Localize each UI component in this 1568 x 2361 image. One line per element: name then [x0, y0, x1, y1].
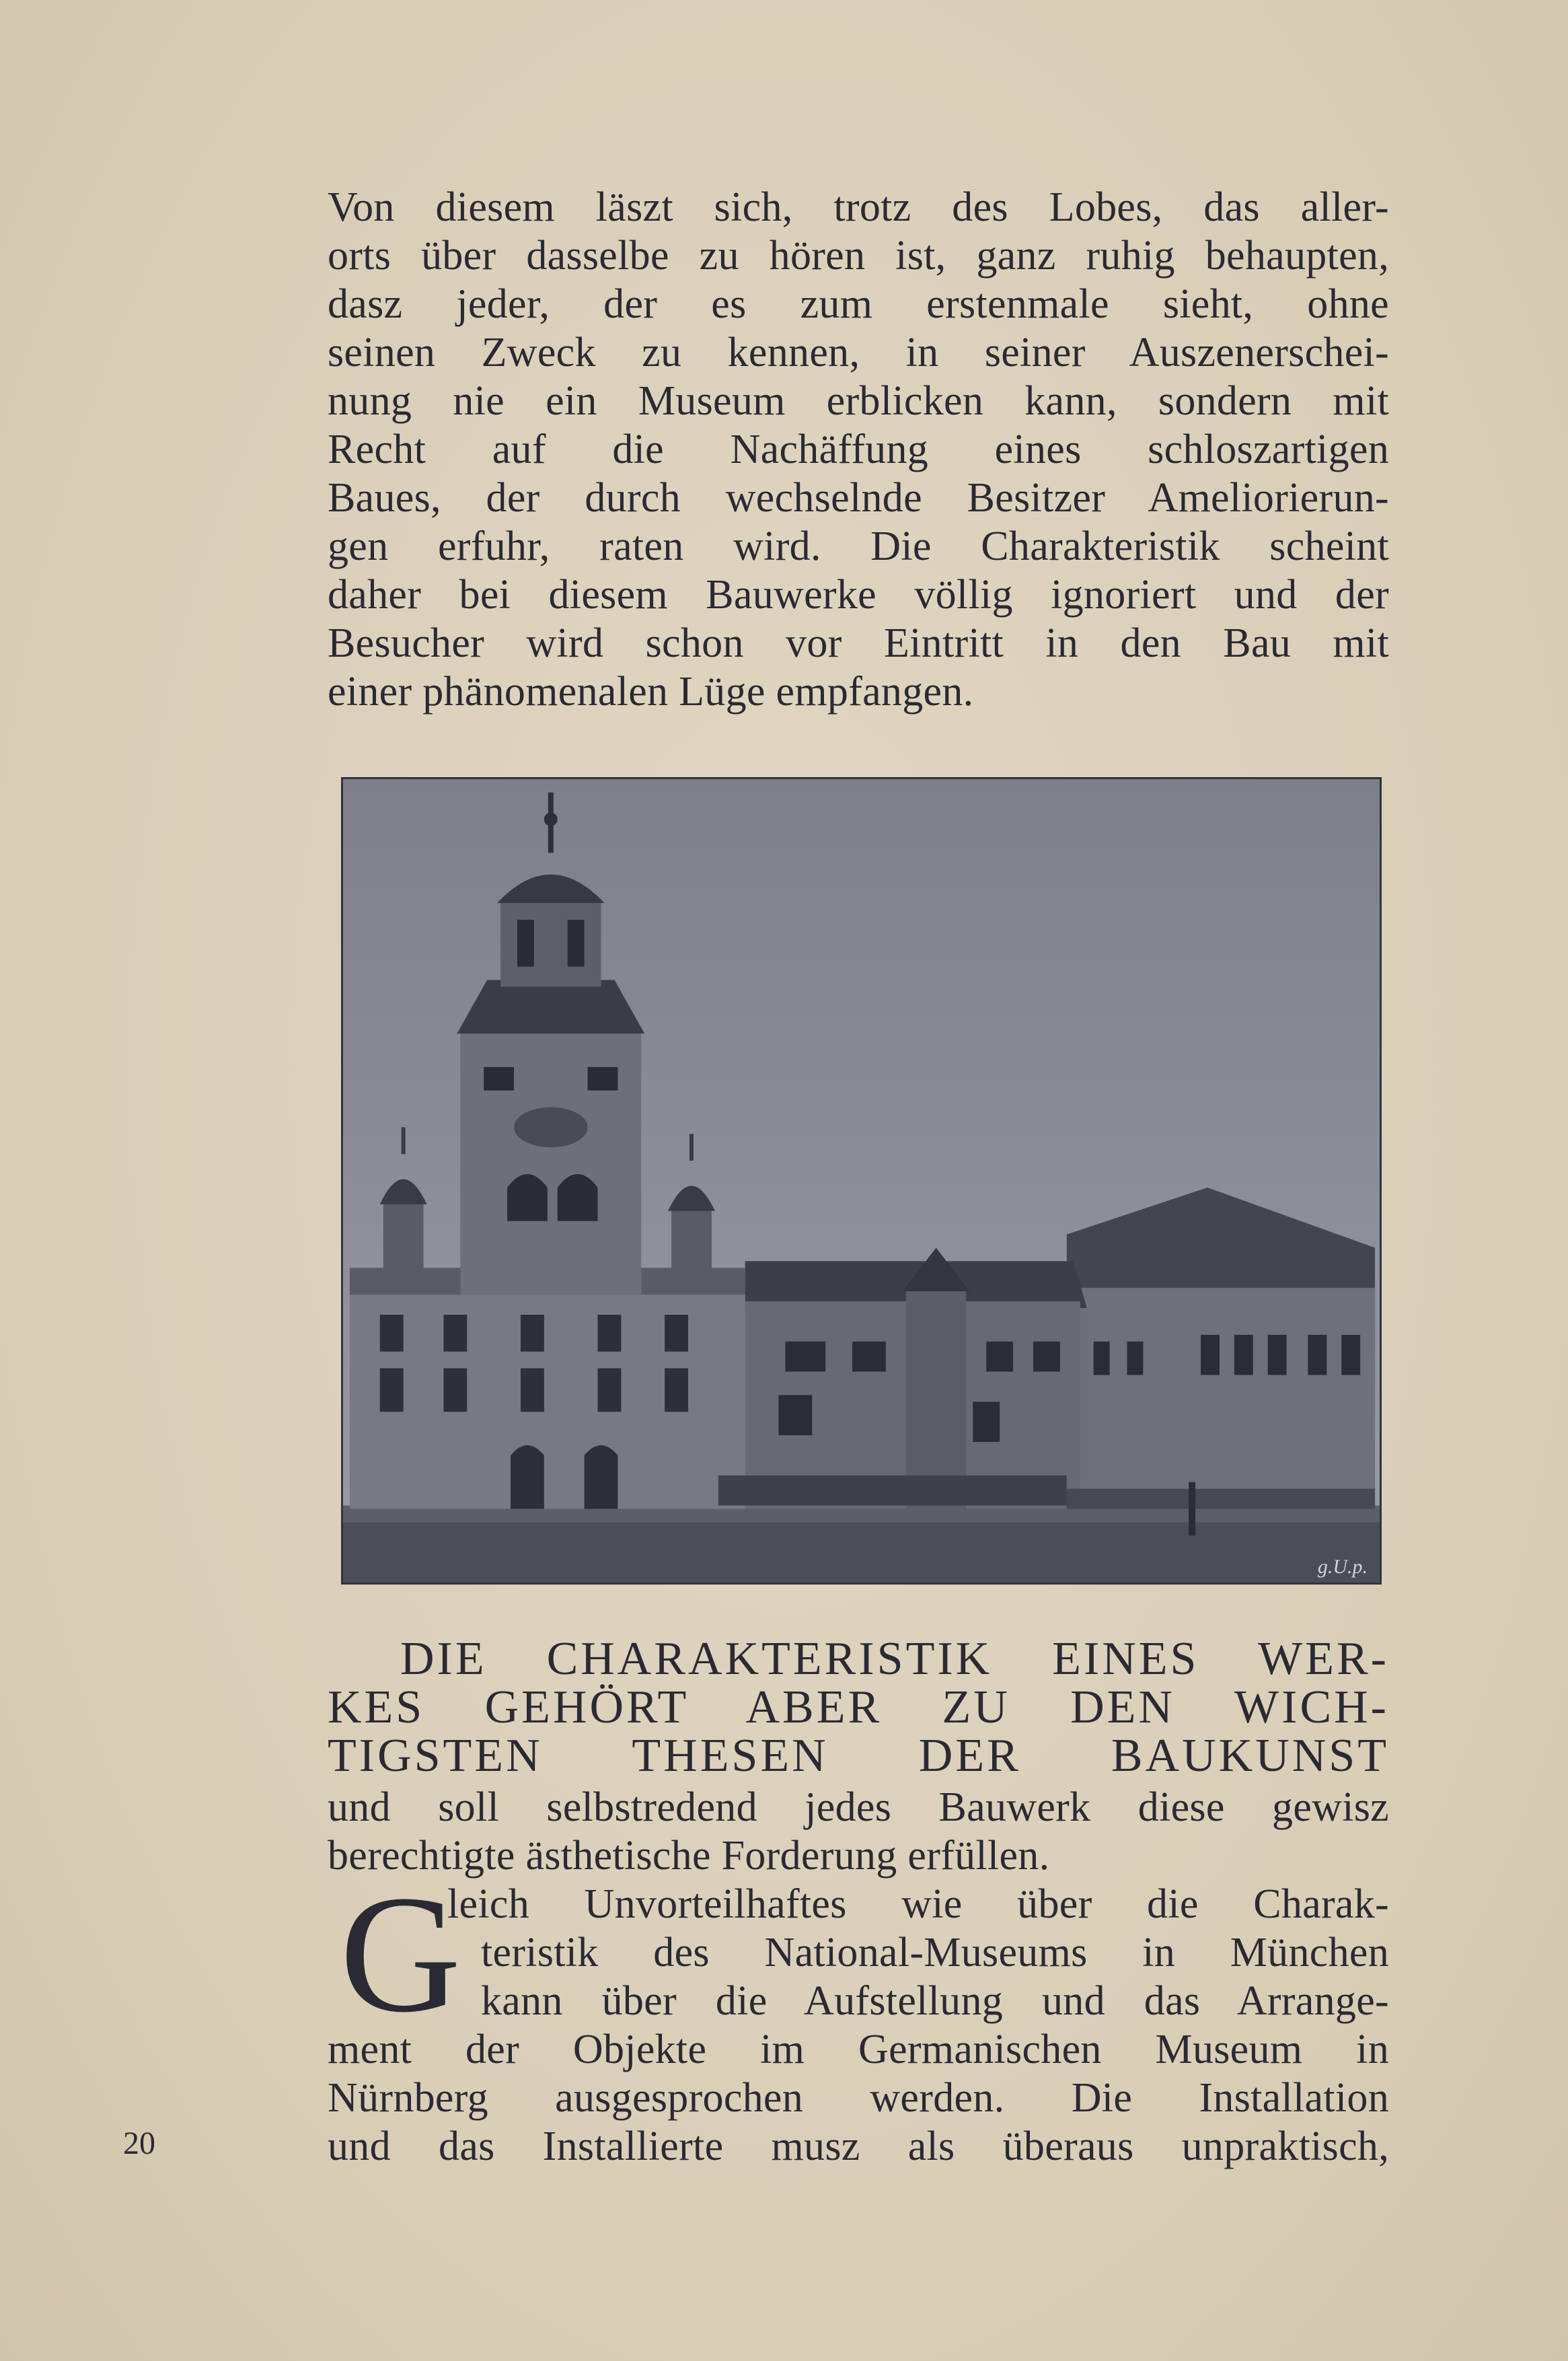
- text-line: einer phänomenalen Lüge empfangen.: [328, 669, 974, 715]
- text-line: Recht auf die Nachäffung eines schloszartigen: [328, 427, 1389, 472]
- text-line: daher bei diesem Bauwerke völlig ignoriert und der: [328, 572, 1389, 618]
- text-line: nung nie ein Museum erblicken kann, sondern mit: [328, 378, 1389, 424]
- text-line: teristik des National-Museums in München: [481, 1930, 1389, 1975]
- text-line: und das Installierte musz als überaus unpraktisch,: [328, 2123, 1389, 2169]
- text-line: leich Unvorteilhaftes wie über die Charak-: [447, 1881, 1389, 1927]
- text-line: orts über dasselbe zu hören ist, ganz ruhig behaupten,: [328, 233, 1389, 279]
- text-line: berechtigte ästhetische Forderung erfüllen.: [328, 1833, 1050, 1879]
- heading-line: KES GEHÖRT ABER ZU DEN WICH-: [328, 1681, 1389, 1733]
- building-illustration: [343, 779, 1380, 1583]
- page-number: 20: [123, 2126, 155, 2161]
- text-line: ment der Objekte im Germanischen Museum in: [328, 2027, 1389, 2072]
- text-line: Nürnberg ausgesprochen werden. Die Installation: [328, 2075, 1389, 2121]
- text-line: und soll selbstredend jedes Bauwerk diese gewisz: [328, 1784, 1389, 1830]
- photographer-signature: g.U.p.: [1317, 1556, 1368, 1578]
- text-line: seinen Zweck zu kennen, in seiner Auszenerschei-: [328, 330, 1389, 375]
- text-line: kann über die Aufstellung und das Arrange-: [481, 1978, 1389, 2024]
- text-line: Von diesem läszt sich, trotz des Lobes, das aller-: [328, 184, 1389, 230]
- heading-line: DIE CHARAKTERISTIK EINES WER-: [400, 1633, 1389, 1685]
- text-line: Besucher wird schon vor Eintritt in den Bau mit: [328, 620, 1389, 666]
- drop-cap: G: [340, 1861, 461, 2047]
- text-line: Baues, der durch wechselnde Besitzer Ameliorierun-: [328, 475, 1389, 521]
- text-line: dasz jeder, der es zum erstenmale sieht, ohne: [328, 281, 1389, 327]
- museum-photograph: [341, 777, 1382, 1585]
- text-line: gen erfuhr, raten wird. Die Charakteristik scheint: [328, 523, 1389, 569]
- heading-line: TIGSTEN THESEN DER BAUKUNST: [328, 1730, 1389, 1782]
